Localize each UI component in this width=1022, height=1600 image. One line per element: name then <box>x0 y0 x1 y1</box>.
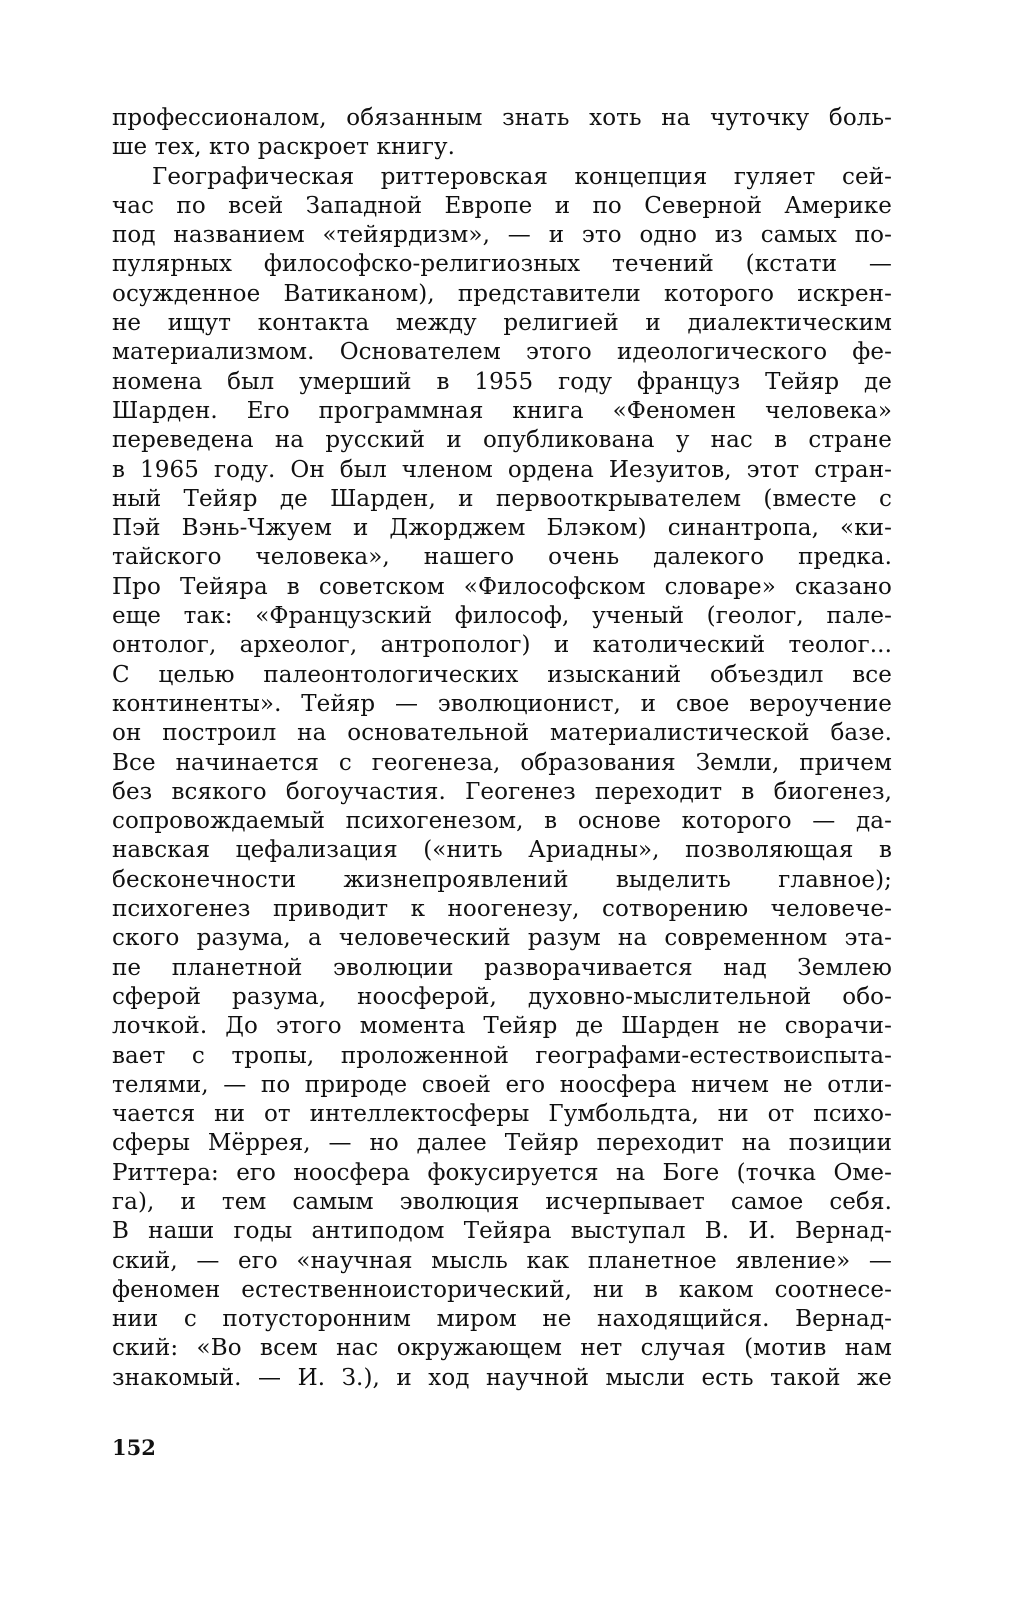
text-line: сопровождаемый психогенезом, в основе которого — да- <box>112 808 892 835</box>
text-line: тайского человека», нашего очень далекого предка. <box>112 544 892 571</box>
text-line: еще так: «Французский философ, ученый (геолог, пале- <box>112 603 892 630</box>
text-line: Риттера: его ноосфера фокусируется на Боге (точка Оме- <box>112 1159 892 1186</box>
text-line: без всякого богоучастия. Геогенез переходит в биогенез, <box>112 778 892 805</box>
text-line: осужденное Ватиканом), представители которого искрен- <box>112 280 892 307</box>
page-number: 152 <box>112 1435 156 1460</box>
body-text <box>112 104 892 1393</box>
text-line: га), и тем самым эволюция исчерпывает самое себя. <box>112 1188 892 1215</box>
text-line: феномен естественноисторический, ни в каком соотнесе- <box>112 1276 892 1303</box>
text-line: Про Тейяра в советском «Философском словаре» сказано <box>112 573 892 600</box>
text-line: чается ни от интеллектосферы Гумбольдта, ни от психо- <box>112 1101 892 1128</box>
text-line: материализмом. Основателем этого идеологического фе- <box>112 339 892 366</box>
text-line: в 1965 году. Он был членом ордена Иезуитов, этот стран- <box>112 456 892 483</box>
text-line: онтолог, археолог, антрополог) и католический теолог... <box>112 632 892 659</box>
text-line: номена был умерший в 1955 году француз Тейяр де <box>112 368 892 395</box>
text-line: профессионалом, обязанным знать хоть на чуточку боль- <box>112 105 892 131</box>
text-line: пулярных философско-религиозных течений (кстати — <box>112 251 892 278</box>
text-line: бесконечности жизнепроявлений выделить главное); <box>112 866 892 893</box>
text-line: вает с тропы, проложенной географами-естествоиспыта- <box>112 1042 892 1069</box>
text-line: Все начинается с геогенеза, образования Земли, причем <box>112 749 892 776</box>
text-line: он построил на основательной материалистической базе. <box>112 720 892 747</box>
text-line: Географическая риттеровская концепция гуляет сей- <box>152 163 892 190</box>
text-line: ный Тейяр де Шарден, и первооткрывателем (вместе с <box>112 485 892 512</box>
text-line: под названием «тейярдизм», — и это одно из самых по- <box>112 222 892 249</box>
text-line: лочкой. До этого момента Тейяр де Шарден не сворачи- <box>112 1013 892 1040</box>
text-line: переведена на русский и опубликована у нас в стране <box>112 427 892 454</box>
text-line: Шарден. Его программная книга «Феномен человека» <box>112 397 892 424</box>
text-line: С целью палеонтологических изысканий объездил все <box>112 661 892 688</box>
text-line: ского разума, а человеческий разум на современном эта- <box>112 925 892 952</box>
text-line: психогенез приводит к ноогенезу, сотворению человече- <box>112 896 892 923</box>
text-line: час по всей Западной Европе и по Северной Америке <box>112 192 892 219</box>
text-line: ский: «Во всем нас окружающем нет случая (мотив нам <box>112 1335 892 1362</box>
text-line: пе планетной эволюции разворачивается над Землею <box>112 954 892 981</box>
text-line: континенты». Тейяр — эволюционист, и свое вероучение <box>112 690 892 717</box>
text-line: не ищут контакта между религией и диалектическим <box>112 310 892 337</box>
text-line: навская цефализация («нить Ариадны», позволяющая в <box>112 837 892 864</box>
text-line: телями, — по природе своей его ноосфера ничем не отли- <box>112 1071 892 1098</box>
text-line: В наши годы антиподом Тейяра выступал В. И. Вернад- <box>112 1218 892 1245</box>
text-line: ше тех, кто раскроет книгу. <box>112 134 456 161</box>
text-line: Пэй Вэнь-Чжуем и Джорджем Блэком) синантропа, «ки- <box>112 515 892 542</box>
text-line: знакомый. — И. З.), и ход научной мысли есть такой же <box>112 1364 892 1391</box>
text-line: ский, — его «научная мысль как планетное явление» — <box>112 1247 892 1274</box>
text-line: нии с потусторонним миром не находящийся. Вернад- <box>112 1306 892 1333</box>
text-line: сферой разума, ноосферой, духовно-мыслительной обо- <box>112 983 892 1010</box>
text-line: сферы Мёррея, — но далее Тейяр переходит на позиции <box>112 1130 892 1157</box>
